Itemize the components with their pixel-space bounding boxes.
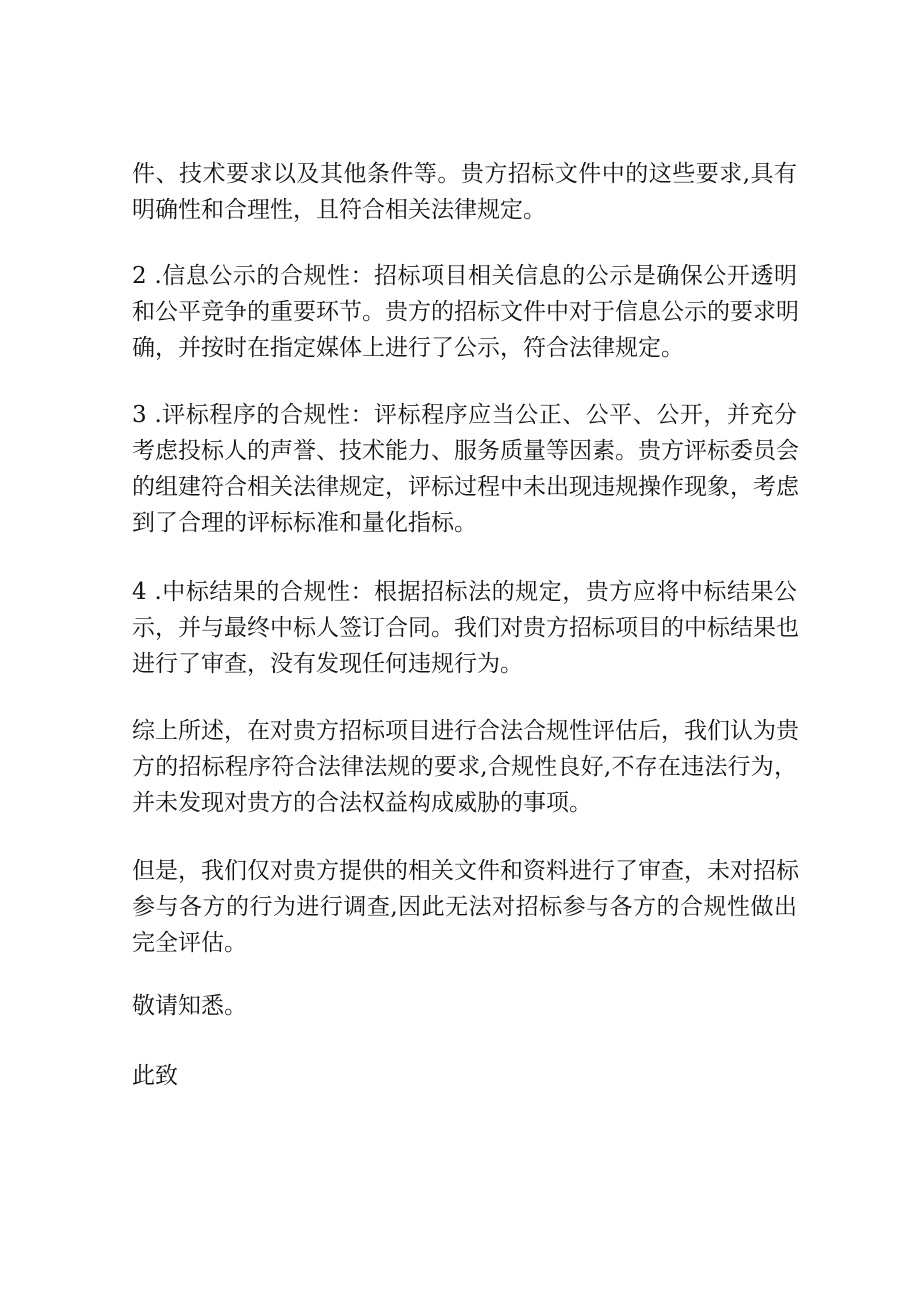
text-line: 并未发现对贵方的合法权益构成威胁的事项。 bbox=[132, 790, 592, 816]
text-line: 明确性和合理性，且符合相关法律规定。 bbox=[132, 197, 546, 223]
text-line: 此致 bbox=[132, 1063, 178, 1089]
text-line: 的组建符合相关法律规定，评标过程中未出现违规操作现象，考虑 bbox=[132, 474, 799, 500]
paragraph-item-2 bbox=[132, 258, 797, 366]
text-line: 方的招标程序符合法律法规的要求,合规性良好,不存在违法行为， bbox=[132, 754, 797, 780]
text-line: 3 .评标程序的合规性：评标程序应当公正、公平、公开，并充分 bbox=[132, 402, 797, 428]
paragraph-item-4 bbox=[132, 574, 797, 682]
text-line: 综上所述，在对贵方招标项目进行合法合规性评估后，我们认为贵 bbox=[132, 718, 799, 744]
text-line: 件、技术要求以及其他条件等。贵方招标文件中的这些要求,具有 bbox=[132, 161, 797, 187]
paragraph-closing bbox=[132, 1058, 797, 1094]
text-line: 到了合理的评标标准和量化指标。 bbox=[132, 510, 477, 536]
text-line: 进行了审查，没有发现任何违规行为。 bbox=[132, 651, 523, 677]
text-line: 2 .信息公示的合规性：招标项目相关信息的公示是确保公开透明 bbox=[132, 263, 797, 289]
text-line: 考虑投标人的声誉、技术能力、服务质量等因素。贵方评标委员会 bbox=[132, 438, 799, 464]
paragraph-notice bbox=[132, 988, 797, 1024]
paragraph-summary bbox=[132, 713, 797, 821]
paragraph-continuation bbox=[132, 156, 797, 228]
text-line: 但是，我们仅对贵方提供的相关文件和资料进行了审查，未对招标 bbox=[132, 858, 799, 884]
text-line: 4 .中标结果的合规性：根据招标法的规定，贵方应将中标结果公 bbox=[132, 579, 797, 605]
text-line: 和公平竞争的重要环节。贵方的招标文件中对于信息公示的要求明 bbox=[132, 299, 799, 325]
text-line: 确，并按时在指定媒体上进行了公示，符合法律规定。 bbox=[132, 335, 684, 361]
paragraph-item-3 bbox=[132, 397, 797, 541]
paragraph-disclaimer bbox=[132, 853, 797, 961]
text-line: 完全评估。 bbox=[132, 930, 247, 956]
text-line: 示，并与最终中标人签订合同。我们对贵方招标项目的中标结果也 bbox=[132, 615, 799, 641]
text-line: 敬请知悉。 bbox=[132, 993, 247, 1019]
text-line: 参与各方的行为进行调查,因此无法对招标参与各方的合规性做出 bbox=[132, 894, 797, 920]
